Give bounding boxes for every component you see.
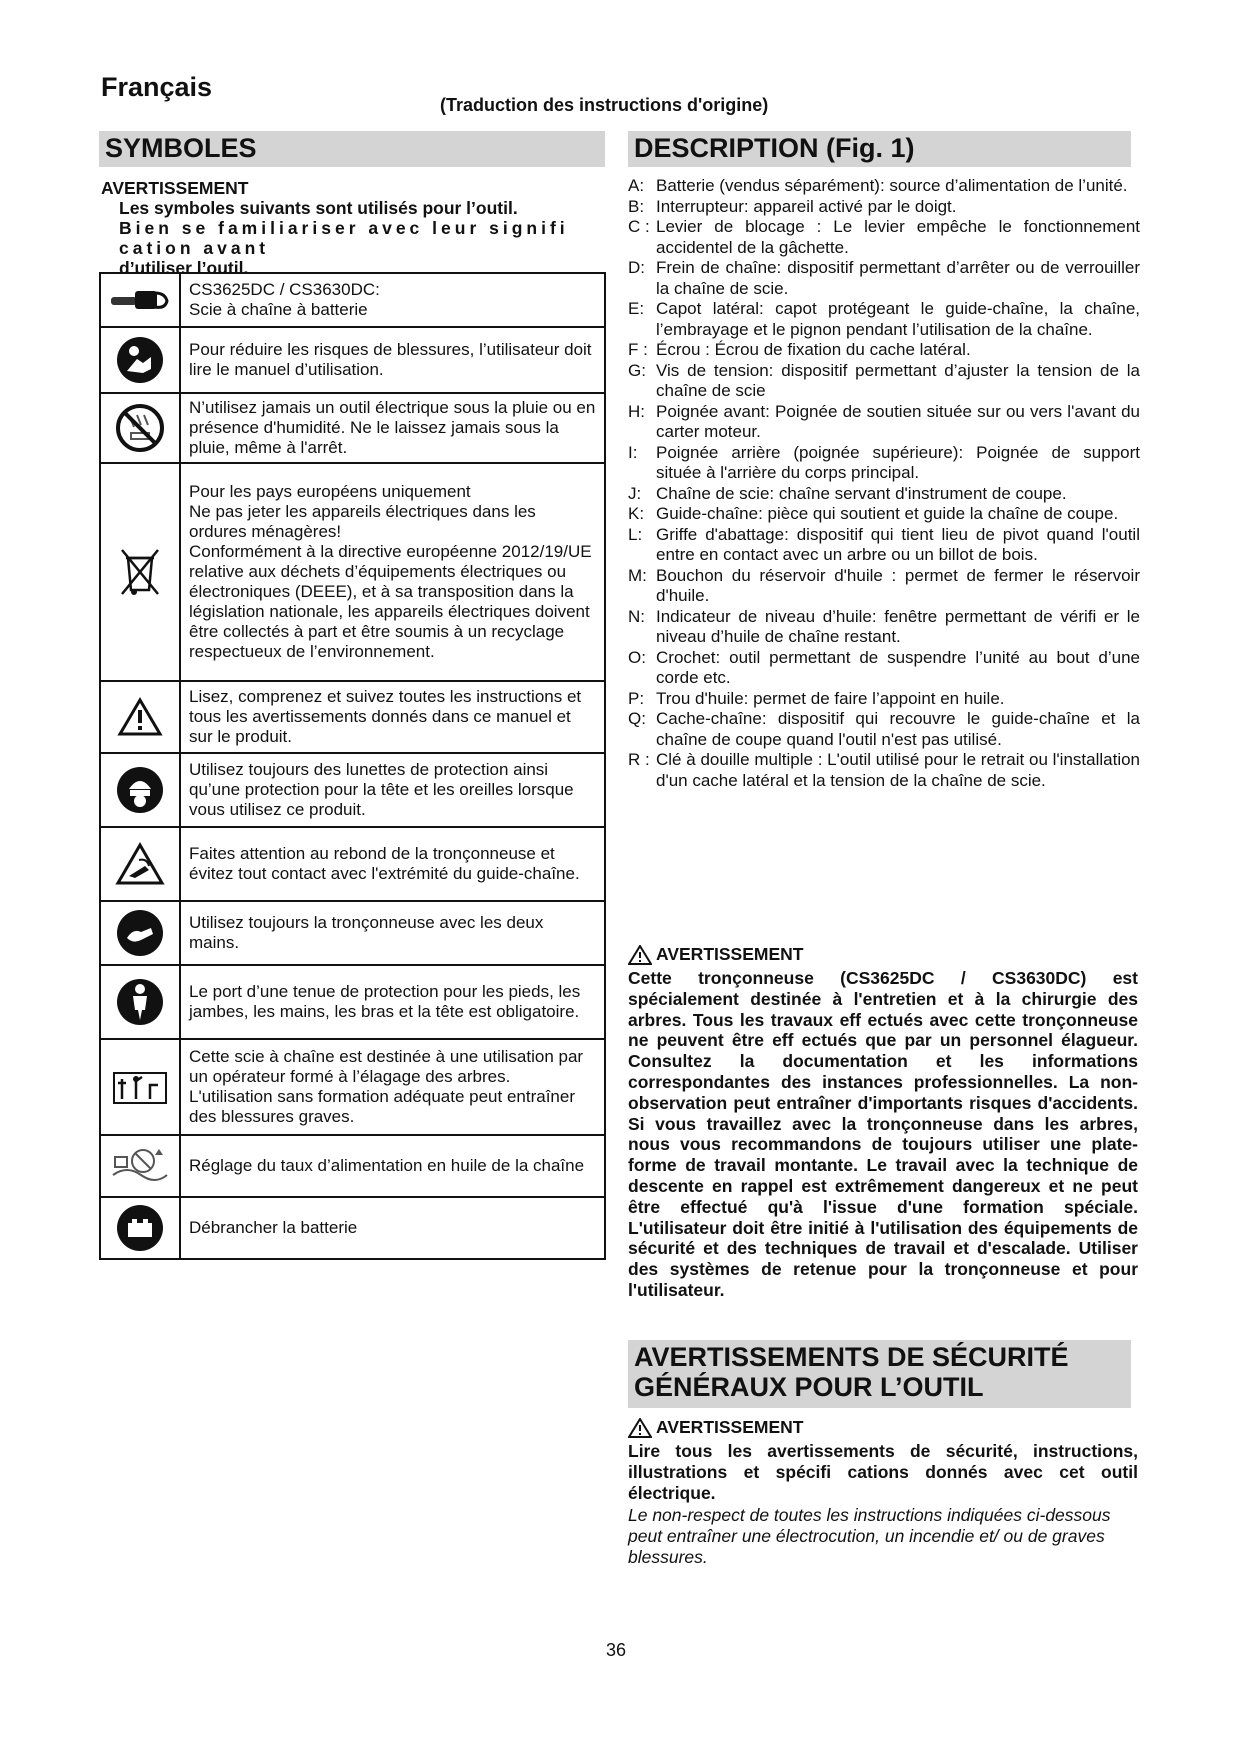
item-text: Poignée arrière (poignée supérieure): Poignée de support située à l'arrière du corps principal. [656, 442, 1140, 482]
item-text: Trou d'huile: permet de faire l’appoint en huile. [656, 688, 1005, 708]
symbol-row [100, 1197, 605, 1259]
warning-label: AVERTISSEMENT [656, 1417, 804, 1437]
symbol-row [100, 901, 605, 965]
item-text: Poignée avant: Poignée de soutien située sur ou vers l'avant du carter moteur. [656, 401, 1140, 441]
tree-pruning-icon [100, 1039, 180, 1135]
item-key: Q: [628, 709, 646, 728]
list-item [628, 709, 1140, 750]
item-key: M: [628, 565, 647, 585]
symbol-row [100, 753, 605, 827]
list-item [628, 484, 1140, 505]
item-text: Batterie (vendus séparément): source d’alimentation de l’unité. [656, 176, 1128, 195]
weee-bin-icon [100, 463, 180, 681]
warning-triangle-icon [628, 945, 652, 965]
symbol-text: N’utilisez jamais un outil électrique sous la pluie ou en présence d'humidité. Ne le laissez jamais sous la pluie, même à l'arrêt. [180, 393, 605, 463]
symbol-text: Lisez, comprenez et suivez toutes les instructions et tous les avertissements donnés dans ce manuel et sur le produit. [180, 681, 605, 753]
oil-feed-icon [100, 1135, 180, 1197]
read-manual-icon [100, 327, 180, 393]
item-text: Écrou : Écrou de fixation du cache latéral. [656, 340, 971, 359]
list-item [628, 176, 1140, 197]
page-number: 36 [606, 1640, 627, 1660]
item-key: G: [628, 360, 646, 380]
list-item [628, 443, 1140, 484]
symbol-row [100, 1135, 605, 1197]
symbol-row [100, 393, 605, 463]
symbol-text: Débrancher la batterie [180, 1197, 605, 1259]
item-key: A: [628, 176, 645, 195]
symbol-text: Utilisez toujours des lunettes de protection ainsi qu’une protection pour la tête et les oreilles lorsque vous utilisez ce produit. [180, 753, 605, 827]
item-text: Capot latéral: capot protégeant le guide-chaîne, la chaîne, l’embrayage et le pignon pendant l’utilisation de la chaîne. [656, 299, 1140, 339]
item-key: O: [628, 647, 646, 667]
warning-text: Cette tronçonneuse (CS3625DC / CS3630DC) est spécialement destinée à l'entretien et à la chirurgie des arbres. Tous les travaux eff ectués avec cette tronçonneuse ne peuvent être eff ectués que par un personnel élagueur. Consultez la documentation et les informations correspondantes des instances professionnelles. La non-observation peut entraîner d'importants risques d'accidents. Si vous travaillez avec la tronçonneuse dans les arbres, nous vous recommandons de toujours utiliser une plate-forme de travail montante. Le travail avec la technique de descente en rappel est extrêmement dangereux et ne peut être effectué qu'à l'issue d'une formation spéciale. L'utilisateur doit être initié à l'utilisation des équipements de sécurité et des techniques de travail et d'escalade. Utiliser des systèmes de retenue pour la tronçonneuse et pour l'utilisateur. [628, 968, 1138, 1300]
symbol-row [100, 681, 605, 753]
warning-title [628, 944, 1138, 965]
language-title: Français [101, 72, 213, 102]
list-item [628, 566, 1140, 607]
warning-bold-text: Lire tous les avertissements de sécurité, instructions, illustrations et spécifi cations donnés avec cet outil électrique. [628, 1441, 1138, 1503]
item-key: C : [628, 217, 650, 236]
item-key: I: [628, 442, 638, 462]
symbols-warning-label: AVERTISSEMENT [101, 178, 249, 198]
symbol-text: Utilisez toujours la tronçonneuse avec les deux mains. [180, 901, 605, 965]
symbol-row [100, 463, 605, 681]
symbol-row [100, 273, 605, 327]
symbol-row [100, 1039, 605, 1135]
item-text: Guide-chaîne: pièce qui soutient et guide la chaîne de coupe. [656, 504, 1119, 523]
general-safety-heading [628, 1340, 1131, 1408]
item-key: K: [628, 504, 645, 523]
list-item [628, 299, 1140, 340]
item-key: R : [628, 750, 650, 769]
translation-subtitle: (Traduction des instructions d'origine) [440, 95, 769, 115]
two-hands-icon [100, 901, 180, 965]
list-item [628, 607, 1140, 648]
list-item [628, 525, 1140, 566]
symbol-row [100, 827, 605, 901]
list-item [628, 258, 1140, 299]
item-text: Clé à douille multiple : L'outil utilisé pour le retrait ou l'installation d'un cache latéral et la tension de la chaîne de scie. [656, 750, 1140, 790]
warning-label: AVERTISSEMENT [656, 944, 804, 964]
list-item [628, 402, 1140, 443]
heading-line2: GÉNÉRAUX POUR L’OUTIL [634, 1372, 984, 1402]
list-item [628, 504, 1140, 525]
symbol-text: Le port d’une tenue de protection pour les pieds, les jambes, les mains, les bras et la tête est obligatoire. [180, 965, 605, 1039]
warning-triangle-icon [628, 1418, 652, 1438]
item-key: D: [628, 258, 645, 277]
list-item [628, 197, 1140, 218]
item-key: J: [628, 483, 642, 503]
item-text: Bouchon du réservoir d'huile : permet de fermer le réservoir d'huile. [656, 565, 1140, 605]
disconnect-battery-icon [100, 1197, 180, 1259]
list-item [628, 689, 1140, 710]
symbols-intro-line1: Les symboles suivants sont utilisés pour l’outil. [119, 198, 518, 218]
item-text: Cache-chaîne: dispositif qui recouvre le guide-chaîne et la chaîne de coupe quand l'outil n'est pas utilisé. [656, 709, 1140, 749]
kickback-warning-icon [100, 827, 180, 901]
item-text: Crochet: outil permettant de suspendre l’unité au bout d’une corde etc. [656, 647, 1140, 687]
item-key: L: [628, 524, 643, 544]
item-key: N: [628, 606, 645, 626]
symbol-text: Pour réduire les risques de blessures, l’utilisateur doit lire le manuel d’utilisation. [180, 327, 605, 393]
warning-title [628, 1417, 1138, 1438]
symbols-intro-line3: d’utiliser l’outil. [119, 258, 249, 278]
list-item [628, 750, 1140, 791]
item-text: Vis de tension: dispositif permettant d’ajuster la tension de la chaîne de scie [656, 360, 1140, 400]
protective-clothing-icon [100, 965, 180, 1039]
symbols-intro [101, 178, 616, 278]
symbols-heading: SYMBOLES [99, 131, 605, 167]
description-list [628, 176, 1140, 791]
symbol-text: Faites attention au rebond de la tronçonneuse et évitez tout contact avec l'extrémité du guide-chaîne. [180, 827, 605, 901]
symbol-text: Pour les pays européens uniquement Ne pas jeter les appareils électriques dans les ordures ménagères! Conformément à la directive européenne 2012/19/UE relative aux déchets d’équipements électriques ou électroniques (DEEE), et à sa transposition dans la législation nationale, les appareils électriques doivent être collectés à part et être soumis à un recyclage respectueux de l’environnement. [180, 463, 605, 681]
warning-triangle-icon [100, 681, 180, 753]
list-item [628, 340, 1140, 361]
symbols-intro-line2: Bien se familiariser avec leur signifi cation avant [119, 218, 569, 258]
item-text: Interrupteur: appareil activé par le doigt. [656, 196, 957, 216]
heading-line1: AVERTISSEMENTS DE SÉCURITÉ [634, 1342, 1069, 1372]
item-key: F : [628, 340, 648, 359]
description-heading: DESCRIPTION (Fig. 1) [628, 131, 1131, 167]
item-text: Levier de blocage : Le levier empêche le fonctionnement accidentel de la gâchette. [656, 217, 1140, 257]
item-key: E: [628, 299, 645, 318]
general-safety-warning [628, 1417, 1138, 1568]
symbol-row [100, 327, 605, 393]
symbols-table [99, 272, 606, 1260]
item-key: B: [628, 196, 645, 216]
item-text: Indicateur de niveau d’huile: fenêtre permettant de vérifi er le niveau d’huile de chaîne restant. [656, 606, 1140, 646]
item-key: P: [628, 688, 645, 708]
chainsaw-icon [100, 273, 180, 327]
item-text: Griffe d'abattage: dispositif qui tient lieu de pivot quand l'outil entre en contact avec un arbre ou un billot de bois. [656, 524, 1140, 564]
item-key: H: [628, 401, 645, 421]
warning-italic-text: Le non-respect de toutes les instructions indiquées ci-dessous peut entraîner une électrocution, un incendie et/ ou de graves blessures. [628, 1505, 1111, 1568]
no-rain-icon [100, 393, 180, 463]
list-item [628, 217, 1140, 258]
symbol-text: Cette scie à chaîne est destinée à une utilisation par un opérateur formé à l’élagage des arbres. L'utilisation sans formation adéquate peut entraîner des blessures graves. [180, 1039, 605, 1135]
item-text: Frein de chaîne: dispositif permettant d’arrêter ou de verrouiller la chaîne de scie. [656, 258, 1140, 298]
symbol-text: Réglage du taux d’alimentation en huile de la chaîne [180, 1135, 605, 1197]
item-text: Chaîne de scie: chaîne servant d'instrument de coupe. [656, 483, 1067, 503]
symbol-row [100, 965, 605, 1039]
list-item [628, 648, 1140, 689]
head-protection-icon [100, 753, 180, 827]
chainsaw-warning [628, 944, 1138, 1301]
symbol-text: CS3625DC / CS3630DC: Scie à chaîne à batterie [180, 273, 605, 327]
list-item [628, 361, 1140, 402]
